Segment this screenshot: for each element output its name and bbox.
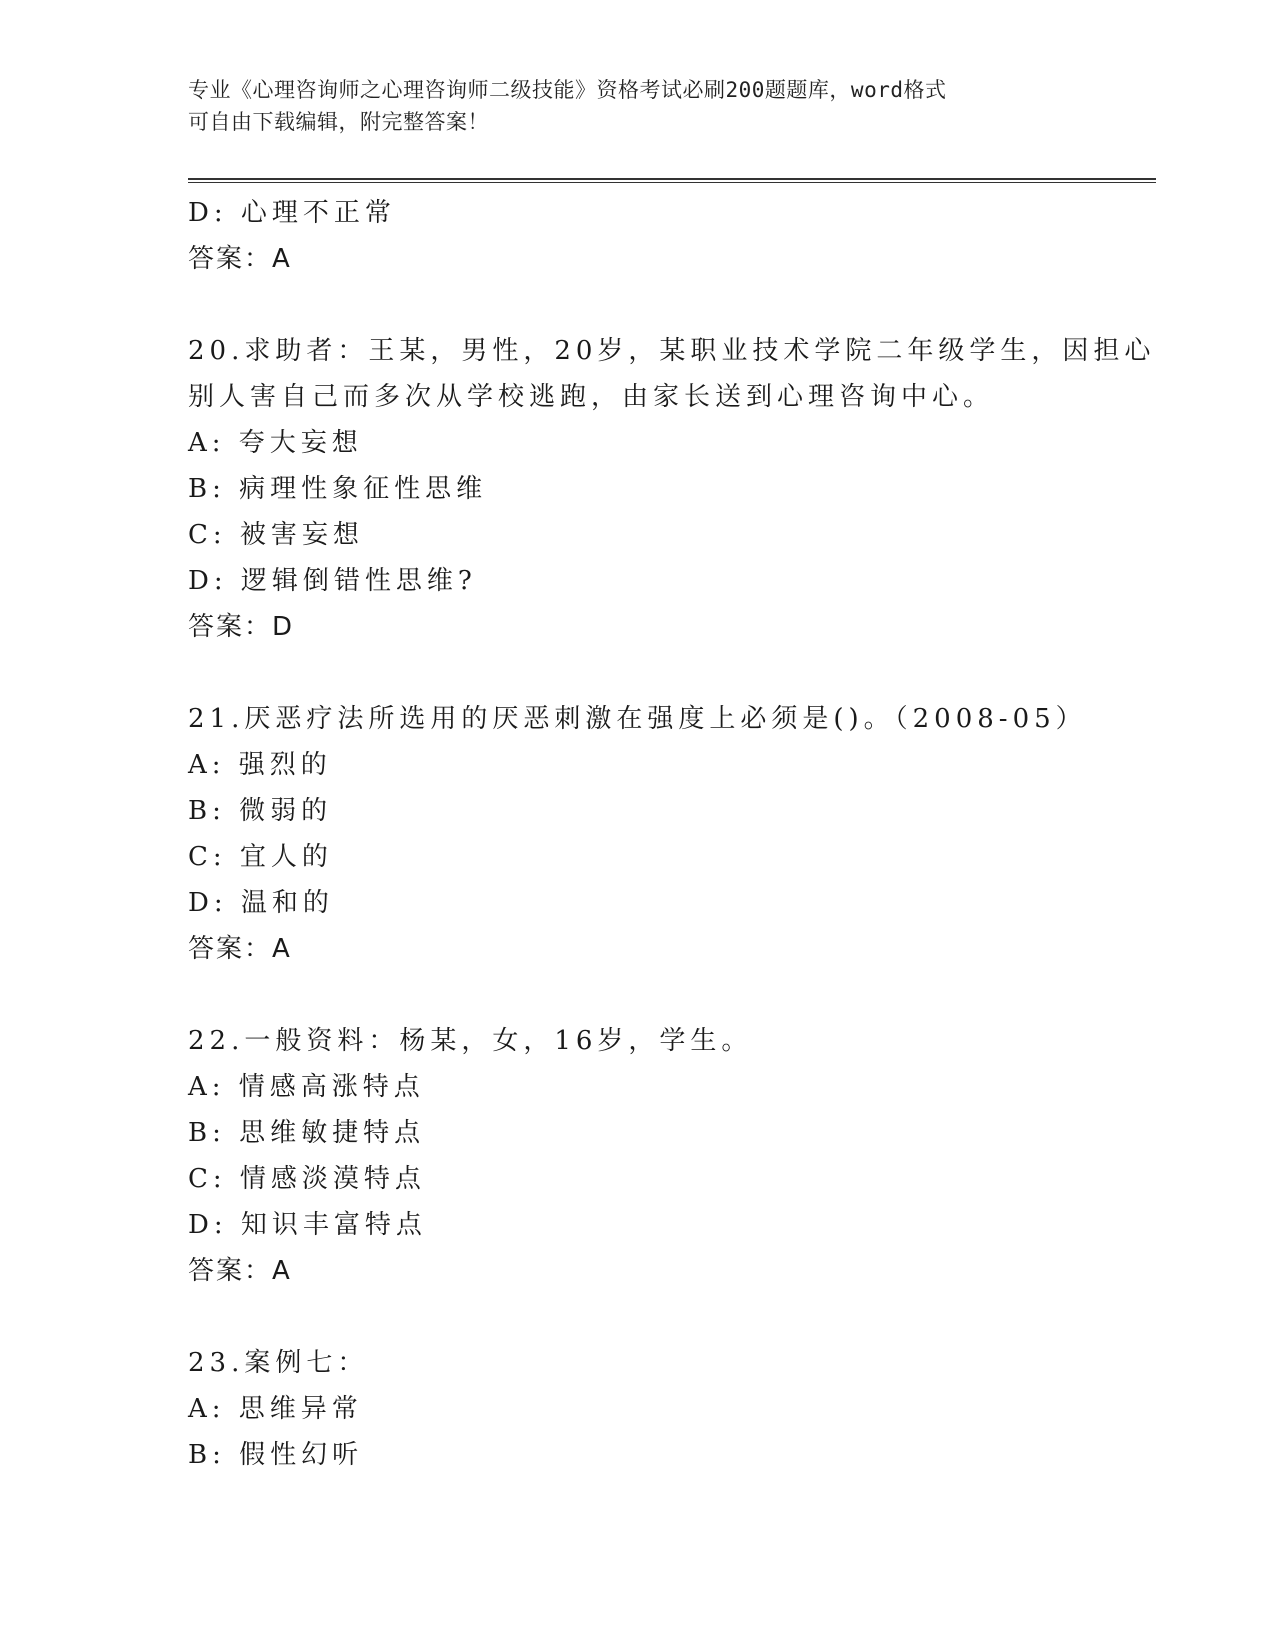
option-c: C: 被害妄想	[188, 520, 364, 550]
answer-line: 答案：A	[188, 1256, 292, 1286]
answer-line: 答案：A	[188, 934, 292, 964]
question-stem: 22.一般资料：杨某，女，16岁，学生。	[188, 1026, 753, 1056]
question-stem: 21.厌恶疗法所选用的厌恶刺激在强度上必须是()。（2008-05）	[188, 704, 1087, 734]
question-22	[188, 1018, 1148, 1294]
header-divider	[188, 178, 1156, 183]
option-a: A: 情感高涨特点	[188, 1072, 425, 1102]
option-b: B: 思维敏捷特点	[188, 1118, 426, 1148]
answer-line: 答案：A	[188, 244, 292, 274]
option-d: D: 逻辑倒错性思维?	[188, 566, 477, 596]
option-c: C: 宜人的	[188, 842, 333, 872]
option-d: D: 温和的	[188, 888, 334, 918]
question-fragment	[188, 190, 1148, 282]
option-d: D: 知识丰富特点	[188, 1210, 427, 1240]
question-21	[188, 696, 1148, 972]
question-stem-continued: 别人害自己而多次从学校逃跑，由家长送到心理咨询中心。	[188, 382, 995, 412]
option-b: B: 假性幻听	[188, 1440, 364, 1470]
question-20	[188, 328, 1156, 650]
option-a: A: 思维异常	[188, 1394, 363, 1424]
question-23	[188, 1340, 1148, 1478]
option-c: C: 情感淡漠特点	[188, 1164, 426, 1194]
option-d: D: 心理不正常	[188, 198, 396, 228]
answer-line: 答案：D	[188, 612, 295, 642]
question-stem: 23.案例七：	[188, 1348, 369, 1378]
option-b: B: 微弱的	[188, 796, 333, 826]
question-list	[188, 190, 1156, 1478]
question-stem: 20.求助者：王某，男性，20岁，某职业技术学院二年级学生，因担心	[188, 336, 1156, 366]
page-header	[188, 74, 1088, 138]
header-line-2: 可自由下载编辑，附完整答案！	[188, 110, 489, 134]
header-line-1: 专业《心理咨询师之心理咨询师二级技能》资格考试必刷200题题库，word格式	[188, 78, 947, 102]
option-a: A: 夸大妄想	[188, 428, 363, 458]
option-a: A: 强烈的	[188, 750, 332, 780]
option-b: B: 病理性象征性思维	[188, 474, 488, 504]
